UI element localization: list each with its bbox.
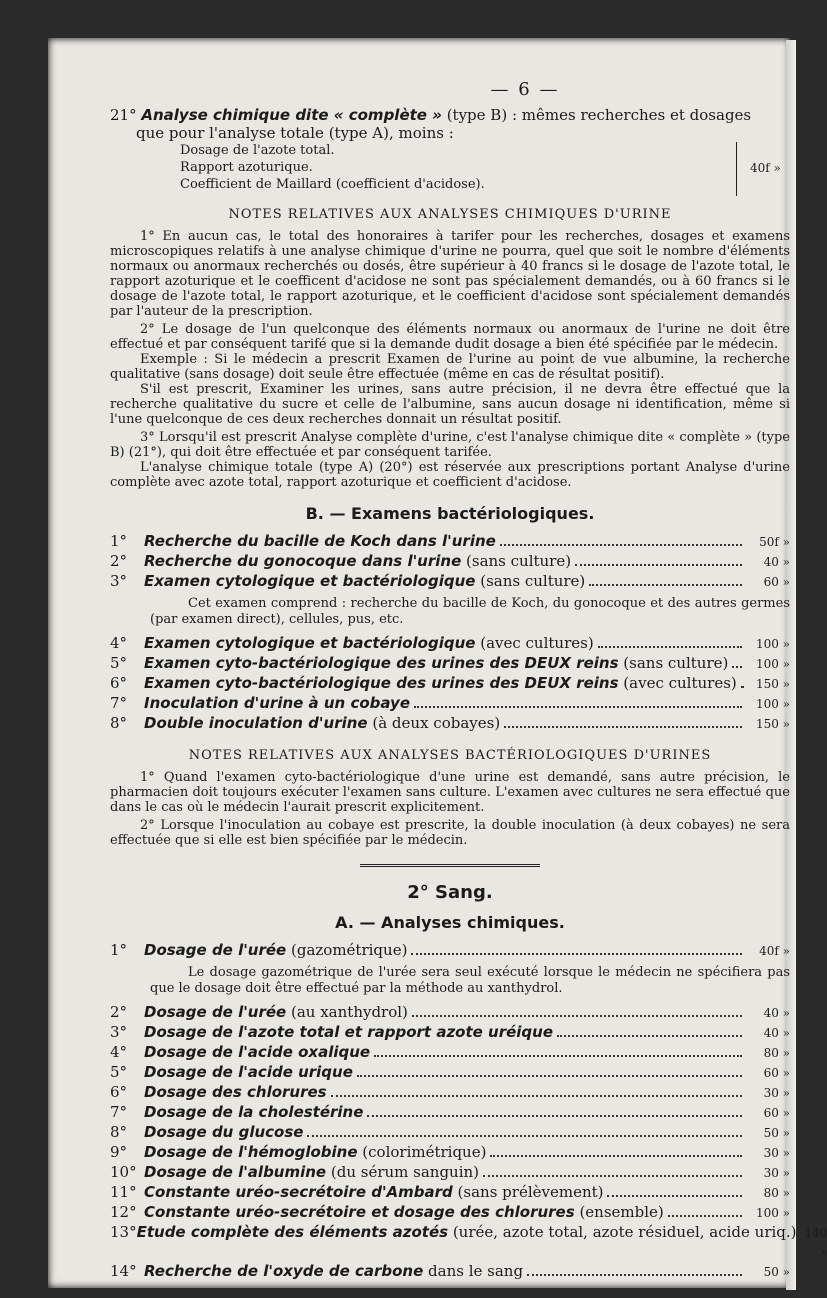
section-b-list-2 [110,634,790,734]
list-item: 1° Dosage de l'urée (gazométrique) 40f » [110,941,790,959]
note-paragraph: 1° En aucun cas, le total des honoraires à tarifer pour les recherches, dosages et examens microscopiques relatifs à une analyse chimique d'urine ne pourra, quel que soit le nombre d'éléments normaux ou anormaux recherchés ou dosés, être supérieur à 40 francs si le dosage de l'azote total, le rapport azoturique et le coefficent d'acidose ne sont pas spécialement demandés, ou à 60 francs si le dosage de l'azote total, le rapport azoturique, et le coefficient d'acidose sont spécialement demandés par l'auteur de la prescription. [110,229,790,319]
list-item: 14° Recherche de l'oxyde de carbone dans le sang 50 » [110,1262,790,1280]
list-item: 7° Dosage de la cholestérine 60 » [110,1103,790,1121]
divider [360,864,540,867]
list-item: 6° Dosage des chlorures 30 » [110,1083,790,1101]
sang-title: 2° Sang. [407,882,493,903]
sang-list [110,1003,827,1282]
list-item: 13° Etude complète des éléments azotés (urée, azote total, azote résiduel, acide uriq.) 140 » [110,1223,827,1259]
list-item: 9° Dosage de l'hémoglobine (colorimétrique) 30 » [110,1143,790,1161]
list-item: 5° Dosage de l'acide urique 60 » [110,1063,790,1081]
document-body [110,79,827,1282]
note-paragraph: 2° Lorsque l'inoculation au cobaye est prescrite, la double inoculation (à deux cobayes) ne sera effectuée que si elle est bien spécifiée par le médecin. [110,818,790,848]
sub-item: Dosage de l'azote total. [180,143,335,158]
item-21 [110,106,790,193]
notes-chem-title: NOTES RELATIVES AUX ANALYSES CHIMIQUES D'URINE [228,207,672,222]
item-rest: (type B) : mêmes recherches et dosages [441,106,752,124]
note-paragraph: S'il est prescrit, Examiner les urines, sans autre précision, il ne devra être effectué que la recherche qualitative du sucre et celle de l'albumine, sans aucun dosage ni identification, même si l'une quelconque de ces deux recherches donnait un résultat positif. [110,382,790,427]
list-item: 10° Dosage de l'albumine (du sérum sanguin) 30 » [110,1163,790,1181]
sub-item: Coefficient de Maillard (coefficient d'acidose). [180,177,485,192]
list-item: 8° Double inoculation d'urine (à deux cobayes) 150 » [110,714,790,732]
item-line2: que pour l'analyse totale (type A), moins : [136,124,454,142]
note-paragraph: 3° Lorsqu'il est prescrit Analyse complète d'urine, c'est l'analyse chimique dite « complète » (type B) (21°), qui doit être effectuée et par conséquent tarifée. [110,430,790,460]
list-item: 5° Examen cyto-bactériologique des urines des DEUX reins (sans culture) 100 » [110,654,790,672]
sang-subtitle: A. — Analyses chimiques. [335,913,565,932]
list-item: 12° Constante uréo-secrétoire et dosage des chlorures (ensemble) 100 » [110,1203,790,1221]
notes-bact-title: NOTES RELATIVES AUX ANALYSES BACTÉRIOLOGIQUES D'URINES [188,748,712,763]
item-number: 21° [110,106,137,124]
note-paragraph: Exemple : Si le médecin a prescrit Examen de l'urine au point de vue albumine, la recherche qualitative (sans dosage) doit seule être effectuée (même en cas de résultat positif). [110,352,790,382]
list-item: 2° Dosage de l'urée (au xanthydrol) 40 » [110,1003,790,1021]
list-item: 4° Examen cytologique et bactériologique (avec cultures) 100 » [110,634,790,652]
list-item: 8° Dosage du glucose 50 » [110,1123,790,1141]
list-item: 3° Examen cytologique et bactériologique (sans culture) 60 » [110,572,790,590]
note-paragraph: L'analyse chimique totale (type A) (20°) est réservée aux prescriptions portant Analyse d'urine complète avec azote total, rapport azoturique et coefficient d'acidose. [110,460,790,490]
list-item: 7° Inoculation d'urine à un cobaye 100 » [110,694,790,712]
list-item: 4° Dosage de l'acide oxalique 80 » [110,1043,790,1061]
brace [736,142,745,196]
sub-item: Rapport azoturique. [180,160,313,175]
list-item: 6° Examen cyto-bactériologique des urines des DEUX reins (avec cultures) 150 » [110,674,790,692]
list-item: 3° Dosage de l'azote total et rapport azote uréique 40 » [110,1023,790,1041]
note-paragraph: 1° Quand l'examen cyto-bactériologique d'une urine est demandé, sans autre précision, le pharmacien doit toujours exécuter l'examen sans culture. L'examen avec cultures ne sera effectué que dans le cas où le médecin l'aurait prescrit explicitement. [110,770,790,815]
item-title: Analyse chimique dite « complète » [141,106,442,124]
section-b-list-1 [110,532,790,592]
price: 40f » [750,161,781,175]
note-paragraph: 2° Le dosage de l'un quelconque des éléments normaux ou anormaux de l'urine ne doit être effectué et par conséquent tarifé que si la demande dudit dosage a bien été spécifiée par le médecin. [110,322,790,352]
page-number: — 6 — [490,79,560,100]
list-item: 1° Recherche du bacille de Koch dans l'urine 50f » [110,532,790,550]
list-item: 11° Constante uréo-secrétoire d'Ambard (sans prélèvement) 80 » [110,1183,790,1201]
item-note: Cet examen comprend : recherche du bacille de Koch, du gonocoque et des autres germes (par examen direct), cellules, pus, etc. [150,596,790,627]
section-b-title: B. — Examens bactériologiques. [305,504,595,523]
list-item: 2° Recherche du gonocoque dans l'urine (sans culture) 40 » [110,552,790,570]
item-note: Le dosage gazométrique de l'urée sera seul exécuté lorsque le médecin ne spécifiera pas que le dosage doit être effectué par la méthode au xanthydrol. [150,965,790,996]
